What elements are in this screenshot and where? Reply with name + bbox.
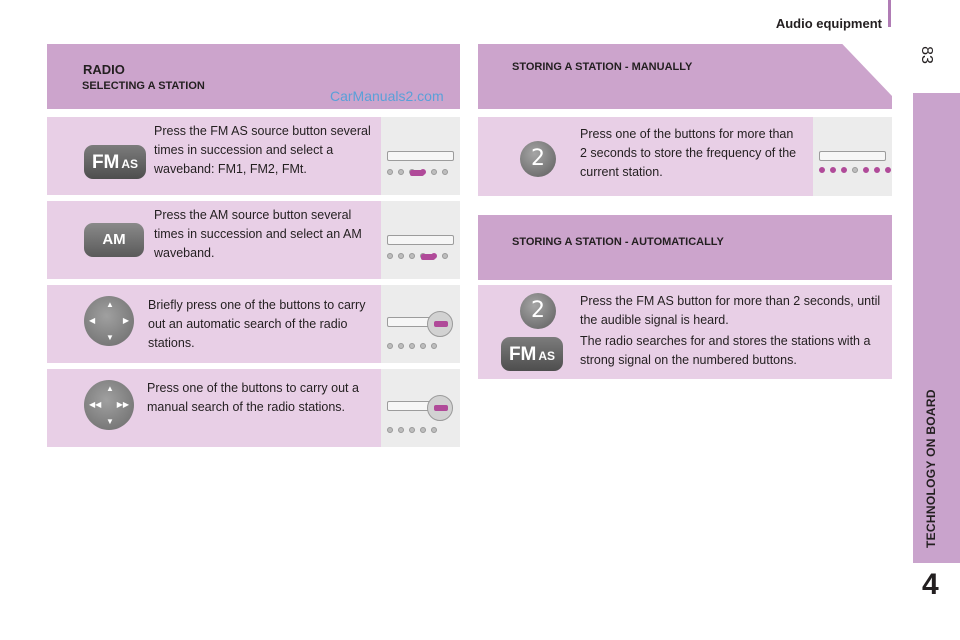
radio-panel-illustration: [813, 117, 892, 196]
fm-badge-small: AS: [538, 349, 556, 363]
fm-badge-small: AS: [121, 157, 139, 171]
fm-as-button-icon: [501, 337, 563, 371]
auto-store-instruction-text: [580, 292, 885, 370]
auto-store-step-2: The radio searches for and stores the stations with a strong signal on the numbered buttons.: [580, 334, 871, 367]
seek-buttons-icon: ▲ ▼ ◀ ▶: [84, 296, 134, 346]
page-number: 83: [918, 46, 935, 64]
am-button-icon: AM: [84, 223, 144, 257]
manual-section-title: STORING A STATION - MANUALLY: [512, 61, 693, 73]
fm-instruction-text: Press the FM AS source button several times in succession and select a waveband: FM1, FM2, FMt.: [154, 124, 371, 176]
header-rule: [888, 0, 891, 27]
am-instruction-text: Press the AM source button several times in succession and select an AM waveband.: [154, 208, 362, 260]
manual-store-instruction-text: Press one of the buttons for more than 2 seconds to store the frequency of the current station.: [580, 127, 797, 179]
manual-section-header: [478, 44, 892, 109]
radio-panel-illustration: [381, 117, 460, 195]
fm-badge-big: FM: [91, 152, 120, 173]
auto-store-step-1: Press the FM AS button for more than 2 seconds, until the audible signal is heard.: [580, 294, 881, 327]
preset-button-2-icon: 2: [520, 293, 556, 329]
radio-panel-illustration: [381, 285, 460, 363]
auto-section-title: STORING A STATION - AUTOMATICALLY: [512, 236, 724, 248]
radio-panel-illustration: [381, 369, 460, 447]
fm-badge-big: FM: [508, 344, 537, 365]
manual-search-instruction-text: Press one of the buttons to carry out a manual search of the radio stations.: [147, 381, 359, 414]
tuning-buttons-icon: ▲ ▼ ◀◀ ▶▶: [84, 380, 134, 430]
selecting-station-subtitle: SELECTING A STATION: [82, 80, 205, 92]
auto-search-instruction-text: Briefly press one of the buttons to carry out an automatic search of the radio stations.: [148, 298, 366, 350]
chapter-tab-label: TECHNOLOGY ON BOARD: [924, 389, 938, 548]
chapter-number: 4: [922, 568, 939, 601]
running-header: Audio equipment: [775, 16, 882, 31]
radio-title: RADIO: [83, 62, 125, 77]
radio-panel-illustration: [381, 201, 460, 279]
watermark: CarManuals2.com: [330, 88, 444, 104]
fm-as-button-icon: [84, 145, 146, 179]
preset-button-2-icon: 2: [520, 141, 556, 177]
